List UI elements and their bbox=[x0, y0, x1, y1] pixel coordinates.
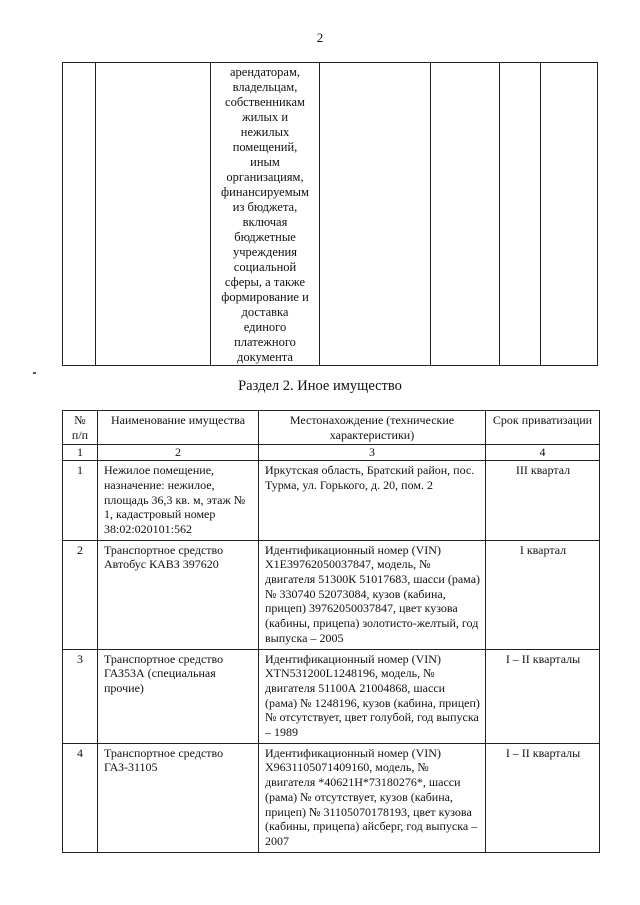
row-name: Транспортное средство ГАЗ53А (специальная прочие) bbox=[98, 649, 259, 743]
cell-empty bbox=[431, 63, 500, 366]
table-header-row bbox=[63, 411, 600, 445]
row-num: 1 bbox=[63, 461, 98, 541]
row-name: Нежилое помещение, назначение: нежилое, площадь 36,3 кв. м, этаж № 1, кадастровый номер 38:02:020101:562 bbox=[98, 461, 259, 541]
continuation-line: социальной bbox=[233, 260, 297, 274]
column-index-row bbox=[63, 445, 600, 461]
row-location: Идентификационный номер (VIN) Х9631105071409160, модель, № двигателя *40621Н*73180276*, шасси (рама) № отсутствует, кузов (кабина, прицеп) № 31105070178193, цвет кузова (кабины, прицепа) айсберг, год выпуска – 2007 bbox=[259, 743, 486, 852]
continued-row bbox=[63, 63, 598, 366]
table-row bbox=[63, 743, 600, 852]
table-row bbox=[63, 540, 600, 649]
continuation-line: организациям, bbox=[226, 170, 304, 184]
continuation-line: учреждения bbox=[232, 245, 297, 259]
header-num-line: № bbox=[74, 413, 86, 427]
row-num: 3 bbox=[63, 649, 98, 743]
row-name: Транспортное средство ГАЗ-31105 bbox=[98, 743, 259, 852]
header-location: Местонахождение (технические характеристики) bbox=[259, 411, 486, 445]
row-num: 4 bbox=[63, 743, 98, 852]
table-row bbox=[63, 649, 600, 743]
row-location: Идентификационный номер (VIN) XTN531200L1248196, модель, № двигателя 51100А 21004868, шасси (рама) № 1248196, кузов (кабина, прицеп) № отсутствует, цвет голубой, год выпуска – 1989 bbox=[259, 649, 486, 743]
continuation-line: сферы, а также bbox=[224, 275, 306, 289]
header-name: Наименование имущества bbox=[98, 411, 259, 445]
row-num: 2 bbox=[63, 540, 98, 649]
column-index: 1 bbox=[63, 445, 98, 461]
continuation-line: из бюджета, bbox=[232, 200, 298, 214]
continuation-line: нежилых bbox=[240, 125, 290, 139]
continuation-line: документа bbox=[237, 350, 293, 364]
continuation-line: платежного bbox=[234, 335, 296, 349]
scan-mark bbox=[33, 372, 36, 374]
header-term: Срок приватизации bbox=[486, 411, 600, 445]
continuation-line: бюджетные bbox=[234, 230, 296, 244]
property-table bbox=[62, 410, 600, 853]
row-term: I – II кварталы bbox=[486, 743, 600, 852]
continuation-line: собственникам bbox=[225, 95, 305, 109]
row-term: I квартал bbox=[486, 540, 600, 649]
page-number: 2 bbox=[316, 30, 324, 45]
cell-empty bbox=[320, 63, 431, 366]
continuation-line: жилых и bbox=[241, 110, 289, 124]
continuation-line: арендаторам, bbox=[229, 65, 300, 79]
cell-empty bbox=[96, 63, 211, 366]
row-term: III квартал bbox=[486, 461, 600, 541]
cell-empty bbox=[63, 63, 96, 366]
continuation-line: единого bbox=[243, 320, 287, 334]
continuation-cell bbox=[211, 63, 320, 366]
row-location: Идентификационный номер (VIN) Х1Е39762050037847, модель, № двигателя 51300К 51017683, шасси (рама) № 330740 52073084, кузов (кабина, прицеп) 39762050037847, цвет кузова (кабины, прицепа) золотисто-желтый, год выпуска – 2005 bbox=[259, 540, 486, 649]
continuation-line: помещений, bbox=[232, 140, 298, 154]
section-title: Раздел 2. Иное имущество bbox=[238, 378, 402, 394]
continuation-line: формирование и bbox=[221, 290, 309, 304]
header-num bbox=[63, 411, 98, 445]
cell-empty bbox=[541, 63, 598, 366]
continuation-line: иным bbox=[250, 155, 280, 169]
row-name: Транспортное средство Автобус КАВЗ 397620 bbox=[98, 540, 259, 649]
continuation-line: финансируемым bbox=[221, 185, 309, 199]
continuation-line: доставка bbox=[241, 305, 289, 319]
row-term: I – II кварталы bbox=[486, 649, 600, 743]
cell-empty bbox=[500, 63, 541, 366]
continuation-line: владельцам, bbox=[232, 80, 298, 94]
column-index: 2 bbox=[98, 445, 259, 461]
continuation-line: включая bbox=[242, 215, 288, 229]
row-location: Иркутская область, Братский район, пос. Турма, ул. Горького, д. 20, пом. 2 bbox=[259, 461, 486, 541]
table-row bbox=[63, 461, 600, 541]
continued-table bbox=[62, 62, 598, 366]
header-num-line: п/п bbox=[71, 427, 89, 442]
column-index: 3 bbox=[259, 445, 486, 461]
column-index: 4 bbox=[486, 445, 600, 461]
